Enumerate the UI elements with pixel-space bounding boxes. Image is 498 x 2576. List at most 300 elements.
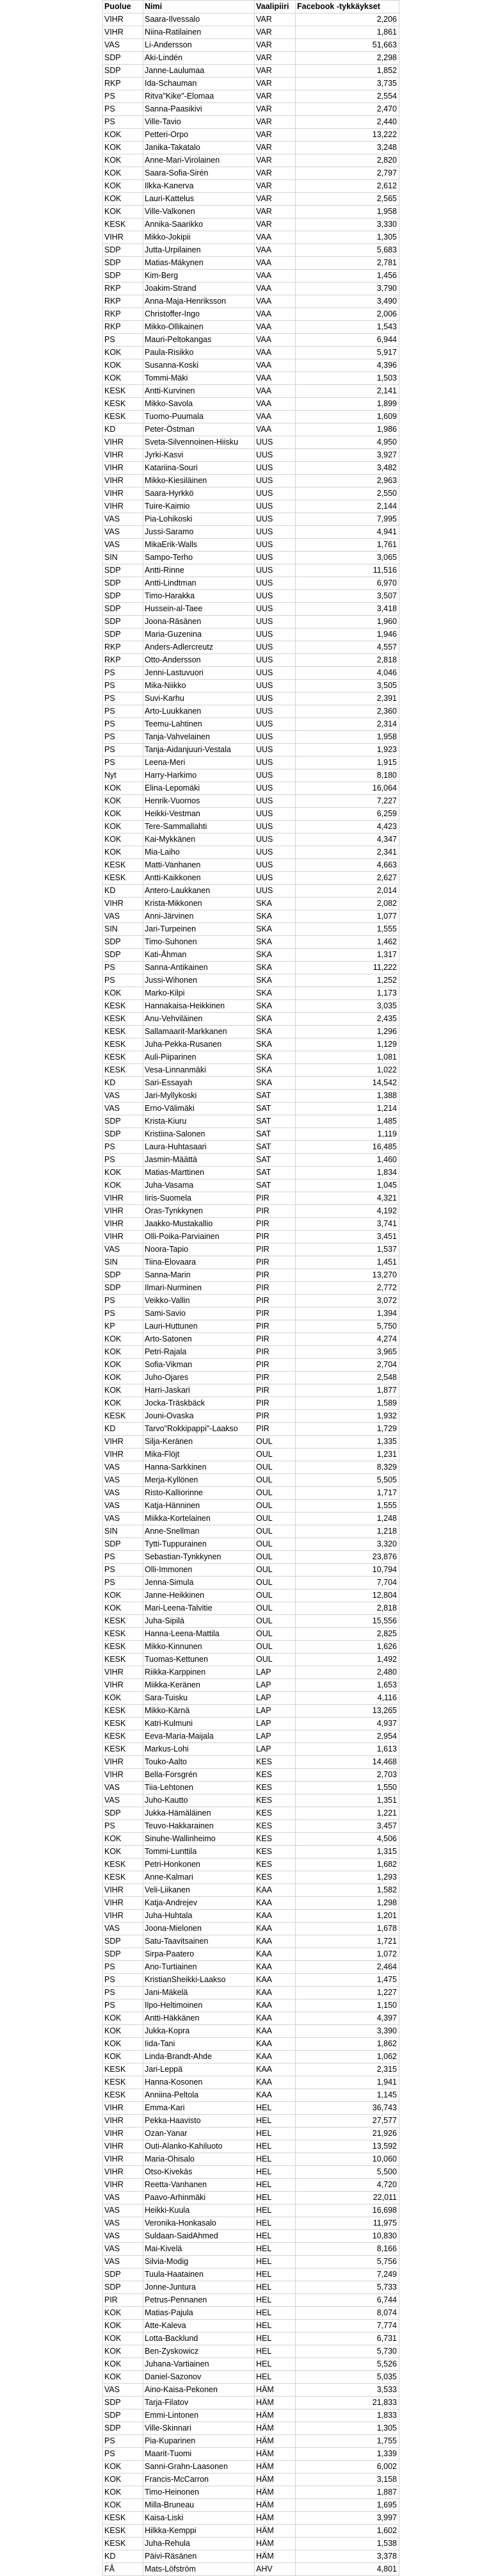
table-row <box>103 2076 399 2089</box>
cell-district: PIR <box>255 1346 296 1359</box>
cell-name: Joona-Räsänen <box>143 616 255 628</box>
table-row <box>103 1538 399 1551</box>
table-row <box>103 910 399 923</box>
cell-likes: 3,330 <box>296 218 399 231</box>
cell-likes: 3,320 <box>296 1538 399 1551</box>
cell-district: UUS <box>255 718 296 731</box>
cell-party: KESK <box>103 1871 143 1884</box>
cell-district: HÄM <box>255 2486 296 2499</box>
cell-likes: 1,317 <box>296 949 399 962</box>
cell-district: SAT <box>255 1154 296 1167</box>
cell-likes: 1,946 <box>296 628 399 641</box>
cell-party: VAS <box>103 1500 143 1513</box>
cell-district: SKA <box>255 1026 296 1038</box>
table-row <box>103 1833 399 1846</box>
cell-district: UUS <box>255 436 296 449</box>
cell-likes: 2,315 <box>296 2063 399 2076</box>
cell-likes: 1,609 <box>296 411 399 423</box>
cell-district: LAP <box>255 1730 296 1743</box>
cell-party: KESK <box>103 2063 143 2076</box>
cell-party: SDP <box>103 949 143 962</box>
cell-likes: 2,772 <box>296 1282 399 1295</box>
table-row <box>103 1256 399 1269</box>
cell-party: VAS <box>103 2243 143 2256</box>
cell-name: Pekka-Haavisto <box>143 2115 255 2128</box>
cell-name: Anu-Vehviläinen <box>143 1013 255 1026</box>
cell-name: Jani-Mäkelä <box>143 1987 255 1999</box>
cell-party: VIHR <box>103 1769 143 1782</box>
cell-name: Tuomas-Kettunen <box>143 1653 255 1666</box>
cell-name: Jaakko-Mustakallio <box>143 1218 255 1231</box>
table-row <box>103 372 399 385</box>
cell-district: VAR <box>255 180 296 193</box>
cell-likes: 3,507 <box>296 590 399 603</box>
table-row <box>103 1692 399 1705</box>
cell-district: HÄM <box>255 2397 296 2409</box>
cell-likes: 5,505 <box>296 1474 399 1487</box>
cell-likes: 2,820 <box>296 154 399 167</box>
cell-likes: 16,064 <box>296 782 399 795</box>
cell-district: HEL <box>255 2153 296 2166</box>
cell-district: LAP <box>255 1666 296 1679</box>
cell-party: VAS <box>103 2384 143 2397</box>
table-row <box>103 1103 399 1115</box>
table-row <box>103 1615 399 1628</box>
table-row <box>103 295 399 308</box>
cell-party: KESK <box>103 1000 143 1013</box>
cell-party: VAS <box>103 2217 143 2230</box>
cell-party: KOK <box>103 167 143 180</box>
cell-district: KES <box>255 1769 296 1782</box>
table-row <box>103 1577 399 1589</box>
cell-district: SAT <box>255 1179 296 1192</box>
cell-likes: 7,249 <box>296 2268 399 2281</box>
cell-likes: 2,703 <box>296 1769 399 1782</box>
cell-district: KES <box>255 1807 296 1820</box>
cell-district: PIR <box>255 1410 296 1423</box>
cell-district: VAA <box>255 334 296 347</box>
cell-name: Janne-Heikkinen <box>143 1589 255 1602</box>
cell-name: Teuvo-Hakkarainen <box>143 1820 255 1833</box>
cell-likes: 10,060 <box>296 2153 399 2166</box>
cell-name: Aino-Kaisa-Pekonen <box>143 2384 255 2397</box>
cell-district: VAA <box>255 411 296 423</box>
table-row <box>103 1705 399 1718</box>
cell-name: Krista-Mikkonen <box>143 898 255 910</box>
table-row <box>103 1999 399 2012</box>
cell-district: OUL <box>255 1615 296 1628</box>
cell-party: RKP <box>103 308 143 321</box>
cell-likes: 3,533 <box>296 2384 399 2397</box>
cell-party: VIHR <box>103 2128 143 2140</box>
cell-likes: 3,741 <box>296 1218 399 1231</box>
cell-name: Anne-Kalmari <box>143 1871 255 1884</box>
table-row <box>103 885 399 898</box>
cell-party: VIHR <box>103 449 143 462</box>
cell-party: KD <box>103 2550 143 2563</box>
cell-name: Eeva-Maria-Maijala <box>143 1730 255 1743</box>
table-row <box>103 1282 399 1295</box>
cell-name: Anne-Snellman <box>143 1525 255 1538</box>
cell-likes: 2,440 <box>296 116 399 129</box>
cell-party: KESK <box>103 2076 143 2089</box>
cell-likes: 1,960 <box>296 616 399 628</box>
cell-district: SAT <box>255 1090 296 1103</box>
cell-name: Antti-Rinne <box>143 564 255 577</box>
cell-name: Timo-Harakka <box>143 590 255 603</box>
cell-name: Otso-Kivekäs <box>143 2166 255 2179</box>
table-row <box>103 2256 399 2268</box>
cell-name: Tuomo-Puumala <box>143 411 255 423</box>
cell-party: KOK <box>103 129 143 142</box>
cell-likes: 1,227 <box>296 1987 399 1999</box>
cell-likes: 3,457 <box>296 1820 399 1833</box>
cell-likes: 3,505 <box>296 680 399 693</box>
cell-party: KOK <box>103 2012 143 2025</box>
cell-likes: 5,500 <box>296 2166 399 2179</box>
table-row <box>103 962 399 974</box>
table-row <box>103 1628 399 1641</box>
table-row <box>103 1679 399 1692</box>
table-row <box>103 2153 399 2166</box>
cell-party: VIHR <box>103 1897 143 1910</box>
cell-likes: 1,221 <box>296 1807 399 1820</box>
table-row <box>103 782 399 795</box>
table-row <box>103 1436 399 1448</box>
cell-party: Nyt <box>103 769 143 782</box>
table-row <box>103 795 399 808</box>
cell-name: Markus-Lohi <box>143 1743 255 1756</box>
cell-likes: 1,456 <box>296 270 399 283</box>
cell-name: Paavo-Arhinmäki <box>143 2192 255 2204</box>
cell-party: SDP <box>103 1128 143 1141</box>
cell-party: KOK <box>103 372 143 385</box>
cell-district: UUS <box>255 539 296 552</box>
cell-district: HÄM <box>255 2422 296 2435</box>
cell-party: SDP <box>103 1538 143 1551</box>
cell-name: Jari-Myllykoski <box>143 1090 255 1103</box>
cell-district: VAA <box>255 295 296 308</box>
cell-name: Elina-Lepomäki <box>143 782 255 795</box>
cell-district: AHV <box>255 2563 296 2576</box>
cell-name: Petri-Rajala <box>143 1346 255 1359</box>
cell-likes: 1,755 <box>296 2435 399 2448</box>
cell-district: KES <box>255 1782 296 1794</box>
table-row <box>103 1141 399 1154</box>
cell-likes: 1,062 <box>296 2051 399 2063</box>
cell-party: PS <box>103 1987 143 1999</box>
cell-district: PIR <box>255 1423 296 1436</box>
cell-district: SKA <box>255 1077 296 1090</box>
cell-name: Jussi-Saramo <box>143 526 255 539</box>
cell-district: HEL <box>255 2179 296 2192</box>
cell-district: UUS <box>255 577 296 590</box>
cell-party: RKP <box>103 78 143 90</box>
cell-party: KOK <box>103 1346 143 1359</box>
cell-name: Ville-Skinnari <box>143 2422 255 2435</box>
cell-name: Daniel-Sazonov <box>143 2371 255 2384</box>
cell-likes: 4,274 <box>296 1333 399 1346</box>
cell-likes: 23,876 <box>296 1551 399 1564</box>
cell-name: Jocka-Träskbäck <box>143 1397 255 1410</box>
cell-likes: 4,557 <box>296 641 399 654</box>
cell-district: OUL <box>255 1628 296 1641</box>
table-row <box>103 1641 399 1653</box>
cell-party: KESK <box>103 1858 143 1871</box>
table-row <box>103 616 399 628</box>
cell-party: VIHR <box>103 26 143 39</box>
cell-district: VAR <box>255 52 296 65</box>
cell-name: Tommi-Mäki <box>143 372 255 385</box>
cell-likes: 1,252 <box>296 974 399 987</box>
cell-district: SKA <box>255 949 296 962</box>
cell-party: VAS <box>103 539 143 552</box>
cell-likes: 2,781 <box>296 257 399 270</box>
cell-name: Päivi-Räsänen <box>143 2550 255 2563</box>
header-vaalipiiri: Vaalipiiri <box>255 1 296 13</box>
cell-name: Atte-Kaleva <box>143 2320 255 2333</box>
cell-name: Juho-Kautto <box>143 1794 255 1807</box>
table-row <box>103 1359 399 1372</box>
cell-party: KOK <box>103 1589 143 1602</box>
cell-name: Silvia-Modig <box>143 2256 255 2268</box>
cell-name: Emma-Kari <box>143 2102 255 2115</box>
cell-party: KOK <box>103 2307 143 2320</box>
cell-district: VAR <box>255 142 296 154</box>
cell-party: KESK <box>103 1705 143 1718</box>
cell-district: UUS <box>255 757 296 769</box>
cell-district: KAA <box>255 1923 296 1935</box>
cell-district: OUL <box>255 1577 296 1589</box>
cell-likes: 4,321 <box>296 1192 399 1205</box>
cell-likes: 1,537 <box>296 1243 399 1256</box>
cell-likes: 4,506 <box>296 1833 399 1846</box>
cell-likes: 13,270 <box>296 1269 399 1282</box>
cell-name: Ilmari-Nurminen <box>143 1282 255 1295</box>
cell-likes: 11,975 <box>296 2217 399 2230</box>
cell-party: KOK <box>103 808 143 821</box>
cell-likes: 1,492 <box>296 1653 399 1666</box>
cell-name: Sanna-Marin <box>143 1269 255 1282</box>
cell-district: SKA <box>255 1038 296 1051</box>
cell-party: SDP <box>103 628 143 641</box>
cell-district: HÄM <box>255 2550 296 2563</box>
cell-district: VAR <box>255 218 296 231</box>
cell-likes: 1,915 <box>296 757 399 769</box>
cell-name: Joakim-Strand <box>143 283 255 295</box>
cell-likes: 4,937 <box>296 1718 399 1730</box>
cell-party: KOK <box>103 180 143 193</box>
cell-likes: 2,464 <box>296 1961 399 1974</box>
table-row <box>103 654 399 667</box>
cell-party: SDP <box>103 1282 143 1295</box>
cell-name: Mika-Niikko <box>143 680 255 693</box>
cell-party: KOK <box>103 347 143 359</box>
cell-likes: 1,678 <box>296 1923 399 1935</box>
cell-district: LAP <box>255 1692 296 1705</box>
cell-district: HÄM <box>255 2409 296 2422</box>
cell-district: UUS <box>255 859 296 872</box>
cell-likes: 1,451 <box>296 1256 399 1269</box>
cell-likes: 4,347 <box>296 833 399 846</box>
cell-party: KESK <box>103 1743 143 1756</box>
cell-district: HEL <box>255 2204 296 2217</box>
cell-district: SKA <box>255 1013 296 1026</box>
table-row <box>103 1974 399 1987</box>
cell-likes: 4,397 <box>296 2012 399 2025</box>
cell-likes: 22,011 <box>296 2192 399 2204</box>
cell-district: PIR <box>255 1269 296 1282</box>
cell-party: KD <box>103 885 143 898</box>
cell-party: PS <box>103 731 143 744</box>
cell-party: KESK <box>103 385 143 398</box>
table-row <box>103 2384 399 2397</box>
table-row <box>103 2012 399 2025</box>
table-row <box>103 1064 399 1077</box>
table-row <box>103 142 399 154</box>
cell-party: SDP <box>103 1948 143 1961</box>
table-row <box>103 423 399 436</box>
cell-likes: 1,899 <box>296 398 399 411</box>
cell-party: KOK <box>103 142 143 154</box>
cell-likes: 1,315 <box>296 1846 399 1858</box>
cell-party: KESK <box>103 1013 143 1026</box>
cell-party: SDP <box>103 603 143 616</box>
cell-party: RKP <box>103 641 143 654</box>
table-row <box>103 1308 399 1320</box>
cell-party: SIN <box>103 1256 143 1269</box>
cell-party: KOK <box>103 2499 143 2512</box>
table-row <box>103 1961 399 1974</box>
cell-name: Mikko-Savola <box>143 398 255 411</box>
cell-name: Jukka-Kopra <box>143 2025 255 2038</box>
cell-likes: 1,298 <box>296 1897 399 1910</box>
cell-likes: 3,482 <box>296 462 399 475</box>
cell-party: VIHR <box>103 2179 143 2192</box>
table-row <box>103 1077 399 1090</box>
table-row <box>103 1192 399 1205</box>
cell-name: Bella-Forsgrén <box>143 1769 255 1782</box>
cell-name: Oras-Tynkkynen <box>143 1205 255 1218</box>
cell-likes: 2,314 <box>296 718 399 731</box>
cell-likes: 2,470 <box>296 103 399 116</box>
cell-party: VIHR <box>103 436 143 449</box>
cell-district: UUS <box>255 616 296 628</box>
cell-name: Janika-Takatalo <box>143 142 255 154</box>
cell-likes: 2,818 <box>296 654 399 667</box>
cell-likes: 1,077 <box>296 910 399 923</box>
cell-party: KOK <box>103 2371 143 2384</box>
table-row <box>103 833 399 846</box>
cell-district: VAA <box>255 347 296 359</box>
cell-name: Timo-Suhonen <box>143 936 255 949</box>
cell-name: Henrik-Vuornos <box>143 795 255 808</box>
cell-name: Mats-Löfström <box>143 2563 255 2576</box>
cell-district: HEL <box>255 2320 296 2333</box>
table-row <box>103 257 399 270</box>
table-row <box>103 2089 399 2102</box>
cell-party: PS <box>103 757 143 769</box>
cell-name: Petrus-Pennanen <box>143 2294 255 2307</box>
table-row <box>103 2051 399 2063</box>
cell-district: LAP <box>255 1679 296 1692</box>
cell-party: PIR <box>103 2294 143 2307</box>
cell-district: UUS <box>255 731 296 744</box>
cell-likes: 1,214 <box>296 1103 399 1115</box>
cell-party: VIHR <box>103 2115 143 2128</box>
table-row <box>103 846 399 859</box>
cell-party: VIHR <box>103 1679 143 1692</box>
cell-district: PIR <box>255 1308 296 1320</box>
cell-name: Sveta-Silvennoinen-Hiisku <box>143 436 255 449</box>
cell-party: KOK <box>103 833 143 846</box>
cell-party: VIHR <box>103 2140 143 2153</box>
cell-party: KOK <box>103 795 143 808</box>
cell-likes: 1,887 <box>296 2486 399 2499</box>
cell-name: Pia-Kuparinen <box>143 2435 255 2448</box>
cell-district: UUS <box>255 552 296 564</box>
cell-name: MikaErik-Walls <box>143 539 255 552</box>
cell-likes: 3,790 <box>296 283 399 295</box>
table-row <box>103 1500 399 1513</box>
cell-party: KP <box>103 1320 143 1333</box>
cell-name: Christoffer-Ingo <box>143 308 255 321</box>
cell-likes: 2,014 <box>296 885 399 898</box>
cell-party: VAS <box>103 1513 143 1525</box>
cell-likes: 2,006 <box>296 308 399 321</box>
table-row <box>103 2538 399 2550</box>
cell-district: HEL <box>255 2281 296 2294</box>
cell-party: PS <box>103 1141 143 1154</box>
cell-likes: 11,222 <box>296 962 399 974</box>
table-row <box>103 65 399 78</box>
table-row <box>103 154 399 167</box>
cell-name: Juho-Ojares <box>143 1372 255 1384</box>
cell-name: Antti-Häkkänen <box>143 2012 255 2025</box>
table-row <box>103 1858 399 1871</box>
cell-party: PS <box>103 744 143 757</box>
cell-name: Aki-Lindén <box>143 52 255 65</box>
cell-party: KOK <box>103 1833 143 1846</box>
cell-party: PS <box>103 1308 143 1320</box>
cell-name: Arto-Satonen <box>143 1333 255 1346</box>
cell-district: PIR <box>255 1243 296 1256</box>
cell-likes: 15,556 <box>296 1615 399 1628</box>
cell-party: SDP <box>103 577 143 590</box>
cell-likes: 1,626 <box>296 1641 399 1653</box>
cell-party: KOK <box>103 2358 143 2371</box>
cell-likes: 1,394 <box>296 1308 399 1320</box>
cell-district: UUS <box>255 821 296 833</box>
cell-district: SKA <box>255 898 296 910</box>
cell-district: UUS <box>255 500 296 513</box>
cell-party: VIHR <box>103 488 143 500</box>
table-row <box>103 936 399 949</box>
cell-likes: 36,743 <box>296 2102 399 2115</box>
cell-likes: 1,986 <box>296 423 399 436</box>
table-row <box>103 2499 399 2512</box>
table-row <box>103 1269 399 1282</box>
cell-party: KOK <box>103 1384 143 1397</box>
cell-likes: 1,462 <box>296 936 399 949</box>
table-row <box>103 436 399 449</box>
cell-party: KOK <box>103 1397 143 1410</box>
cell-likes: 1,582 <box>296 1884 399 1897</box>
cell-party: KESK <box>103 1653 143 1666</box>
cell-district: HEL <box>255 2128 296 2140</box>
cell-party: SDP <box>103 2268 143 2281</box>
cell-likes: 8,166 <box>296 2243 399 2256</box>
